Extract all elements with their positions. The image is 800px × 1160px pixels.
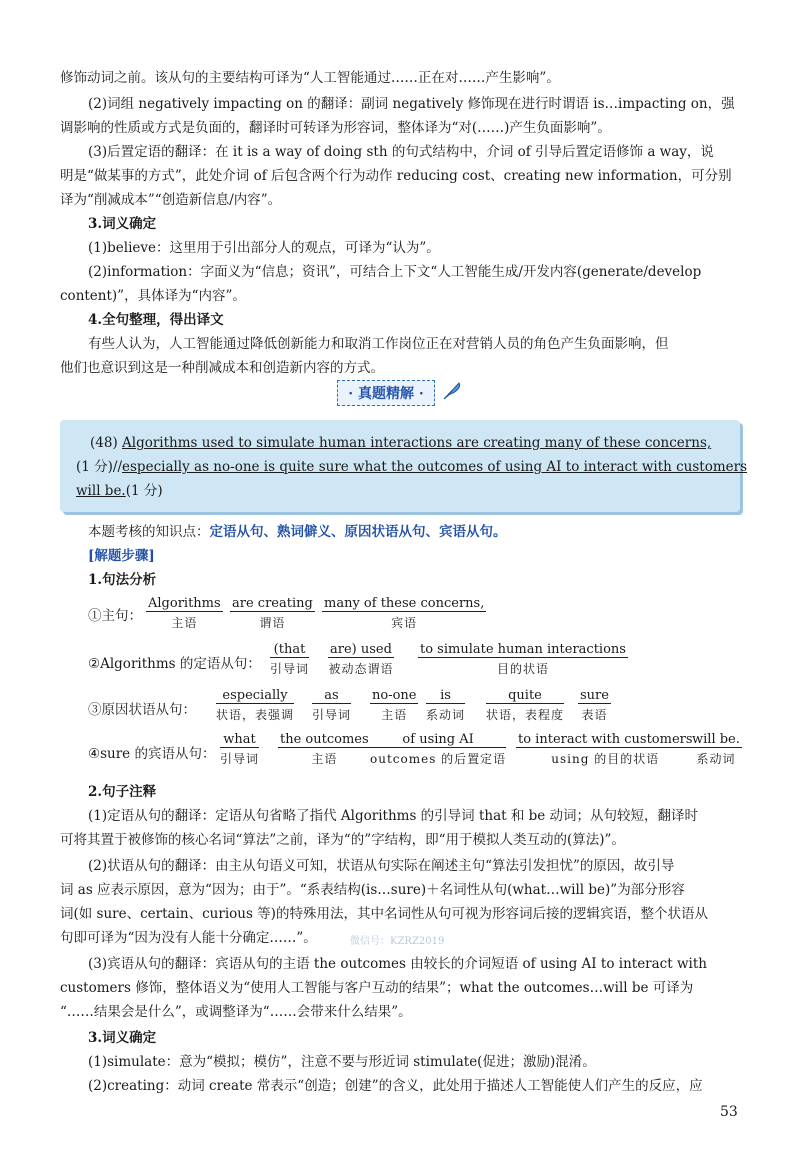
text-line: 修饰动词之前。该从句的主要结构可译为“人工智能通过……正在对……产生影响”。	[60, 70, 560, 86]
question-line: (48) Algorithms used to simulate human interactions are creating many of these concerns,	[90, 435, 712, 451]
text-line: (2)状语从句的翻译：由主从句语义可知，状语从句实际在阐述主句“算法引发担忧”的原因，故引导	[88, 858, 675, 874]
text-line: (3)后置定语的翻译：在 it is a way of doing sth 的句式结构中，介词 of 引导后置定语修饰 a way，说	[88, 144, 714, 160]
text-line: 词 as 应表示原因，意为“因为；由于”。“系表结构(is…sure)＋名词性从句(what…will be)”为部分形容	[60, 882, 685, 898]
text-line: (1)定语从句的翻译：定语从句省略了指代 Algorithms 的引导词 that 和 be 动词；从句较短，翻译时	[88, 808, 699, 824]
translation-line: 有些人认为，人工智能通过降低创新能力和取消工作岗位正在对营销人员的角色产生负面影响，但	[88, 336, 669, 352]
text-line: 可将其置于被修饰的核心名词“算法”之前，译为“的”字结构，即“用于模拟人类互动的(算法)”。	[60, 832, 625, 848]
analysis-row-object: ④sure 的宾语从句： what 引导词 the outcomes 主语 of using AI outcomes 的后置定语 to interact with customers using 的目的状语 will be. 系动词	[88, 732, 740, 766]
section-banner	[0, 380, 800, 407]
analysis-row-attributive: ②Algorithms 的定语从句： (that 引导词 are) used 被动态谓语 to simulate human interactions 目的状语	[88, 642, 626, 676]
text-line: (2)information：字面义为“信息；资讯”，可结合上下文“人工智能生成/开发内容(generate/develop	[88, 264, 702, 280]
section-heading: 3.词义确定	[88, 216, 157, 232]
analysis-row-main: ①主句： Algorithms 主语 are creating 谓语 many of these concerns, 宾语	[88, 596, 485, 630]
text-line: customers 修饰，整体语义为“使用人工智能与客户互动的结果”；what the outcomes…will be 可译为	[60, 980, 694, 996]
text-line: “……结果会是什么”，或调整译为“……会带来什么结果”。	[60, 1004, 412, 1020]
text-line: (1)believe：这里用于引出部分人的观点，可译为“认为”。	[88, 240, 440, 256]
page-number: 53	[720, 1104, 738, 1120]
section-heading: 1.句法分析	[88, 572, 157, 588]
text-line: (3)宾语从句的翻译：宾语从句的主语 the outcomes 由较长的介词短语 of using AI to interact with	[88, 956, 707, 972]
knowledge-points: 本题考核的知识点：定语从句、熟词僻义、原因状语从句、宾语从句。	[88, 524, 507, 540]
text-line: content)”，具体译为“内容”。	[60, 288, 246, 304]
section-heading: 3.词义确定	[88, 1030, 157, 1046]
banner-title: · 真题精解 ·	[337, 380, 435, 406]
question-line: will be.(1 分)	[76, 483, 163, 499]
sentence-part-3: will be.	[76, 483, 126, 499]
steps-label: [解题步骤]	[88, 548, 155, 564]
text-line: 调影响的性质或方式是负面的，翻译时可转译为形容词，整体译为“对(……)产生负面影响”。	[60, 120, 611, 136]
quill-icon	[441, 380, 463, 407]
sentence-part-2: especially as no-one is quite sure what the outcomes of using AI to interact with customers	[122, 459, 748, 475]
watermark: 微信号：KZRZ2019	[350, 936, 445, 947]
translation-line: 他们也意识到这是一种削减成本和创造新内容的方式。	[60, 360, 384, 376]
question-box	[60, 420, 748, 512]
sentence-part-1: Algorithms used to simulate human interactions are creating many of these concerns,	[122, 435, 712, 451]
text-line: 词(如 sure、certain、curious 等)的特殊用法，其中名词性从句可视为形容词后接的逻辑宾语，整个状语从	[60, 906, 708, 922]
text-line: (2)词组 negatively impacting on 的翻译：副词 negatively 修饰现在进行时谓语 is…impacting on，强	[88, 96, 735, 112]
text-line: 译为“削减成本”“创造新信息/内容”。	[60, 192, 282, 208]
section-heading: 2.句子注释	[88, 784, 157, 800]
text-line: 明是“做某事的方式”，此处介词 of 后包含两个行为动作 reducing cost、creating new information，可分别	[60, 168, 732, 184]
question-line: (1 分)//especially as no-one is quite sure what the outcomes of using AI to interact with customers	[76, 459, 748, 475]
section-heading: 4.全句整理，得出译文	[88, 312, 224, 328]
analysis-row-adverbial: ③原因状语从句： especially 状语，表强调 as 引导词 no-one 主语 is 系动词 quite 状语，表程度 sure 表语	[88, 688, 609, 722]
text-line: (2)creating：动词 create 常表示“创造；创建”的含义，此处用于描述人工智能使人们产生的反应，应	[88, 1078, 703, 1094]
text-line: 句即可译为“因为没有人能十分确定……”。	[60, 930, 317, 946]
text-line: (1)simulate：意为“模拟；模仿”，注意不要与形近词 stimulate(促进；激励)混淆。	[88, 1054, 596, 1070]
